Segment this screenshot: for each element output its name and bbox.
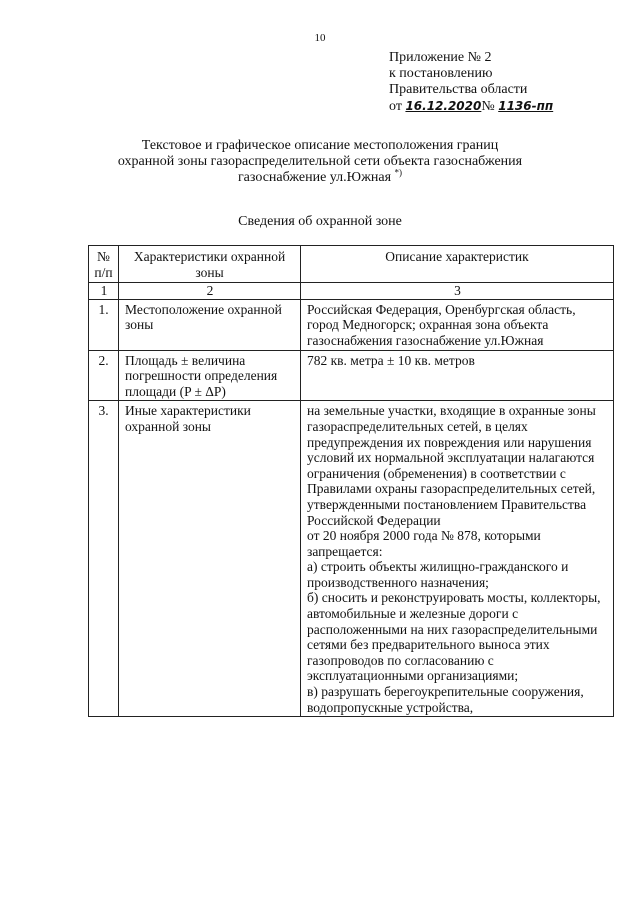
title-line-2: охранной зоны газораспределительной сети объекта газоснабжения xyxy=(117,154,523,169)
document-title xyxy=(60,138,580,186)
restriction-item-c: в) разрушать берегоукрепительные сооружения, водопропускные устройства, xyxy=(307,684,584,715)
row-num: 2. xyxy=(89,350,119,401)
appendix-block xyxy=(389,50,553,115)
restriction-item-b: б) сносить и реконструировать мосты, коллекторы, автомобильные и железные дороги с расположенными на них газораспределительными сетями без предварительного выноса этих газопроводов по согласованию с эксплуатационными организациями; xyxy=(307,590,601,684)
section-subtitle: Сведения об охранной зоне xyxy=(238,214,402,229)
index-cell-2: 2 xyxy=(119,283,301,300)
appendix-line-1: Приложение № 2 xyxy=(389,50,492,65)
row-num: 3. xyxy=(89,401,119,717)
appendix-date-prefix: от xyxy=(389,99,402,114)
row-characteristic: Площадь ± величина погрешности определения площади (P ± ΔP) xyxy=(119,350,301,401)
index-cell-3: 3 xyxy=(301,283,614,300)
table-index-row xyxy=(89,283,614,300)
restrictions-decree: от 20 ноября 2000 года № 878, которыми запрещается: xyxy=(307,528,541,559)
row-description xyxy=(301,401,614,717)
appendix-line-4 xyxy=(389,98,553,115)
index-cell-1: 1 xyxy=(89,283,119,300)
row-num: 1. xyxy=(89,299,119,350)
appendix-line-2: к постановлению xyxy=(389,66,493,81)
table-header-row xyxy=(89,246,614,283)
table-row xyxy=(89,401,614,717)
restrictions-intro: на земельные участки, входящие в охранные зоны газораспределительных сетей, в целях предупреждения их повреждения или нарушения условий их нормальной эксплуатации налагаются ограничения (обременения) в соответствии с Правилами охраны газораспределительных сетей, утвержденными постановлением Правительства Российской Федерации xyxy=(307,403,596,528)
zone-info-table xyxy=(88,245,614,717)
row-description: Российская Федерация, Оренбургская область, город Медногорск; охранная зона объекта газоснабжения газоснабжение ул.Южная xyxy=(301,299,614,350)
row-description: 782 кв. метра ± 10 кв. метров xyxy=(301,350,614,401)
footnote-mark: *) xyxy=(394,167,403,178)
restriction-item-a: а) строить объекты жилищно-гражданского и производственного назначения; xyxy=(307,559,569,590)
appendix-line-3: Правительства области xyxy=(389,82,528,97)
title-line-3-text: газоснабжение ул.Южная xyxy=(237,170,392,185)
row-characteristic: Иные характеристики охранной зоны xyxy=(119,401,301,717)
row-characteristic: Местоположение охранной зоны xyxy=(119,299,301,350)
page-number: 10 xyxy=(314,32,326,44)
handwritten-date: 16.12.2020 xyxy=(405,99,482,113)
header-characteristic: Характеристики охранной зоны xyxy=(119,246,301,283)
handwritten-number: 1136-пп xyxy=(498,99,554,113)
title-line-1: Текстовое и графическое описание местоположения границ xyxy=(141,138,499,153)
header-num: № п/п xyxy=(89,246,119,283)
header-description: Описание характеристик xyxy=(301,246,614,283)
appendix-number-prefix: № xyxy=(481,99,495,114)
title-line-3 xyxy=(60,167,580,186)
table-row xyxy=(89,350,614,401)
table-row xyxy=(89,299,614,350)
